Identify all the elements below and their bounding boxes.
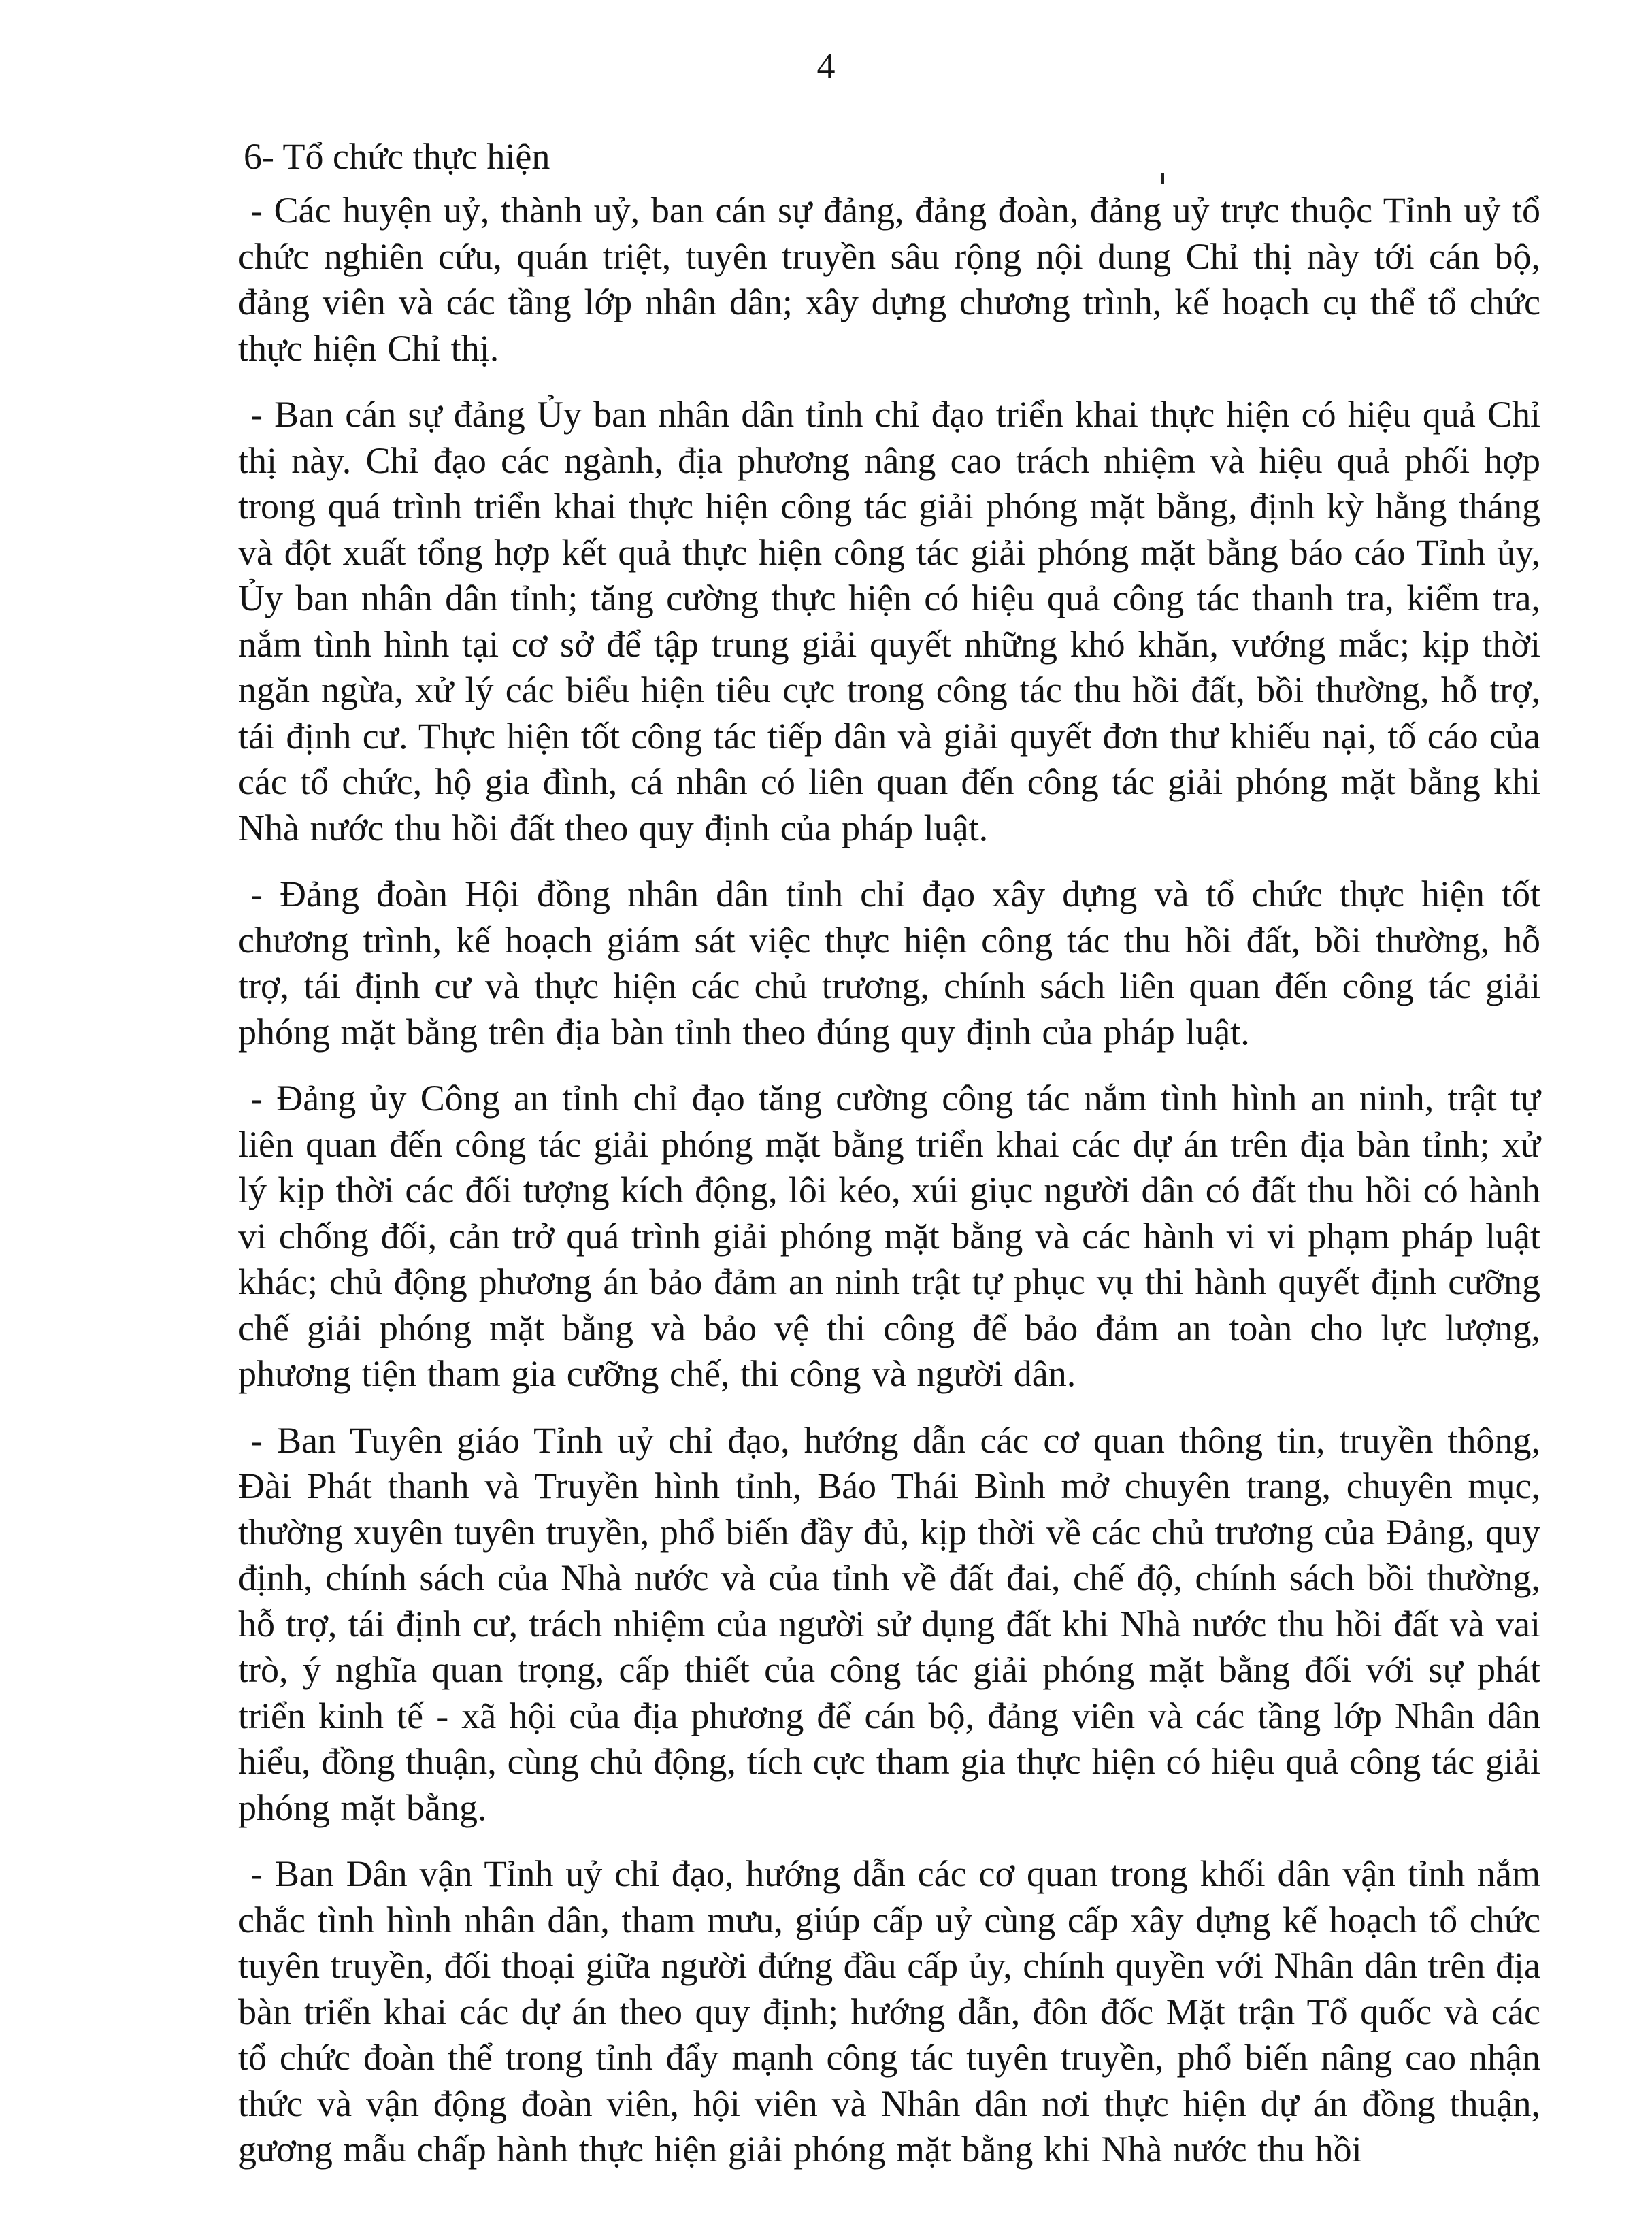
paragraph-police: - Đảng ủy Công an tỉnh chỉ đạo tăng cường công tác nắm tình hình an ninh, trật tự liên quan đến công tác giải phóng mặt bằng triển khai các dự án trên địa bàn tỉnh; xử lý kịp thời các đối tượng kích động, lôi kéo, xúi giục người dân có đất thu hồi có hành vi chống đối, cản trở quá trình giải phóng mặt bằng và các hành vi vi phạm pháp luật khác; chủ động phương án bảo đảm an ninh trật tự phục vụ thi hành quyết định cưỡng chế giải phóng mặt bằng và bảo vệ thi công để bảo đảm an toàn cho lực lượng, phương tiện tham gia cưỡng chế, thi công và người dân. — [238, 1078, 1540, 1394]
paragraph-mass-mobilization-board: - Ban Dân vận Tỉnh uỷ chỉ đạo, hướng dẫn các cơ quan trong khối dân vận tỉnh nắm chắc tình hình nhân dân, tham mưu, giúp cấp uỷ cùng cấp xây dựng kế hoạch tổ chức tuyên truyền, đối thoại giữa người đứng đầu cấp ủy, chính quyền với Nhân dân trên địa bàn triển khai các dự án theo quy định; hướng dẫn, đôn đốc Mặt trận Tổ quốc và các tổ chức đoàn thể trong tỉnh đẩy mạnh công tác tuyên truyền, phổ biến nâng cao nhận thức và vận động đoàn viên, hội viên và Nhân dân nơi thực hiện dự án đồng thuận, gương mẫu chấp hành thực hiện giải phóng mặt bằng khi Nhà nước thu hồi — [238, 1853, 1540, 2170]
section-heading: 6- Tổ chức thực hiện — [244, 136, 550, 177]
paragraph-provincial-peoples-committee: - Ban cán sự đảng Ủy ban nhân dân tỉnh chỉ đạo triển khai thực hiện có hiệu quả Chỉ thị này. Chỉ đạo các ngành, địa phương nâng cao trách nhiệm và hiệu quả phối hợp trong quá trình triển khai thực hiện công tác giải phóng mặt bằng, định kỳ hằng tháng và đột xuất tổng hợp kết quả thực hiện công tác giải phóng mặt bằng báo cáo Tỉnh ủy, Ủy ban nhân dân tỉnh; tăng cường thực hiện có hiệu quả công tác thanh tra, kiểm tra, nắm tình hình tại cơ sở để tập trung giải quyết những khó khăn, vướng mắc; kịp thời ngăn ngừa, xử lý các biểu hiện tiêu cực trong công tác thu hồi đất, bồi thường, hỗ trợ, tái định cư. Thực hiện tốt công tác tiếp dân và giải quyết đơn thư khiếu nại, tố cáo của các tổ chức, hộ gia đình, cá nhân có liên quan đến công tác giải phóng mặt bằng khi Nhà nước thu hồi đất theo quy định của pháp luật. — [238, 394, 1540, 848]
document-body — [238, 133, 1540, 2173]
paragraph-propaganda-board: - Ban Tuyên giáo Tỉnh uỷ chỉ đạo, hướng dẫn các cơ quan thông tin, truyền thông, Đài Phát thanh và Truyền hình tỉnh, Báo Thái Bình mở chuyên trang, chuyên mục, thường xuyên tuyên truyền, phổ biến đầy đủ, kịp thời về các chủ trương của Đảng, quy định, chính sách của Nhà nước và của tỉnh về đất đai, chế độ, chính sách bồi thường, hỗ trợ, tái định cư, trách nhiệm của người sử dụng đất khi Nhà nước thu hồi đất và vai trò, ý nghĩa quan trọng, cấp thiết của công tác giải phóng mặt bằng đối với sự phát triển kinh tế - xã hội của địa phương để cán bộ, đảng viên và các tầng lớp Nhân dân hiểu, đồng thuận, cùng chủ động, tích cực tham gia thực hiện có hiệu quả công tác giải phóng mặt bằng. — [238, 1419, 1540, 1828]
page-number: 4 — [816, 46, 836, 86]
paragraph-peoples-council: - Đảng đoàn Hội đồng nhân dân tỉnh chỉ đạo xây dựng và tổ chức thực hiện tốt chương trình, kế hoạch giám sát việc thực hiện công tác thu hồi đất, bồi thường, hỗ trợ, tái định cư và thực hiện các chủ trương, chính sách liên quan đến công tác giải phóng mặt bằng trên địa bàn tỉnh theo đúng quy định của pháp luật. — [238, 874, 1540, 1053]
paragraph-district-committees: - Các huyện uỷ, thành uỷ, ban cán sự đảng, đảng đoàn, đảng uỷ trực thuộc Tỉnh uỷ tổ chức nghiên cứu, quán triệt, tuyên truyền sâu rộng nội dung Chỉ thị này tới cán bộ, đảng viên và các tầng lớp nhân dân; xây dựng chương trình, kế hoạch cụ thể tổ chức thực hiện Chỉ thị. — [238, 190, 1540, 369]
